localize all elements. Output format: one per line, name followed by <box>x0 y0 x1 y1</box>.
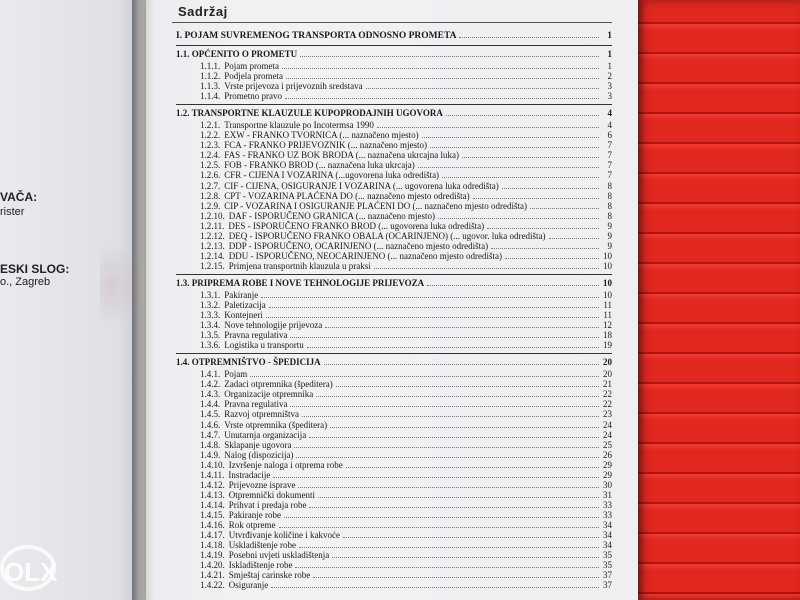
toc-entry <box>200 409 612 419</box>
toc-entry-number: 1.2.7. <box>200 180 221 191</box>
toc-entry-number: 1.2.3. <box>200 140 221 151</box>
toc-leader-dots <box>346 460 599 468</box>
toc-leader-dots <box>530 201 599 209</box>
toc-entry-number: 1.4.16. <box>200 520 225 530</box>
toc-entry-title: 1.1. OPĆENITO O PROMETU <box>176 49 298 59</box>
toc-entry-number: 1.4.21. <box>200 570 225 581</box>
toc-leader-dots <box>309 500 599 508</box>
toc-page-number: 21 <box>603 379 612 390</box>
toc-page-number: 8 <box>607 190 612 201</box>
toc-entry-title: CFR - CIJENA I VOZARINA (...ugovorena luka odredišta) <box>224 170 440 181</box>
toc-entry <box>200 580 612 590</box>
toc-entry <box>200 450 612 460</box>
toc-entry-number: 1.1.4. <box>200 91 221 102</box>
toc-entry <box>200 201 612 211</box>
toc-page-number: 10 <box>603 289 612 300</box>
section-divider <box>176 104 612 105</box>
toc-entry-number: 1.2.8. <box>200 190 221 201</box>
toc-page-number: 3 <box>607 81 612 92</box>
toc-leader-dots <box>336 379 599 387</box>
toc-leader-dots <box>325 320 599 328</box>
toc-entry-title: Prijevozne isprave <box>228 479 296 490</box>
left-book-page <box>0 0 140 600</box>
toc-section-heading <box>176 278 612 288</box>
toc-entry-number: 1.4.10. <box>200 459 225 470</box>
toc-leader-dots <box>298 480 599 488</box>
toc-entry-number: 1.2.12. <box>200 230 225 241</box>
toc-section-heading <box>176 357 612 367</box>
toc-leader-dots <box>269 300 599 308</box>
toc-page-number: 24 <box>603 429 612 440</box>
toc-entry <box>200 540 612 550</box>
toc-leader-dots <box>284 510 599 518</box>
toc-entry-number: 1.3.6. <box>200 340 221 351</box>
toc-page-number: 11 <box>603 310 612 321</box>
toc-entry <box>200 420 612 430</box>
toc-entry-title: Nove tehnologije prijevoza <box>224 320 323 331</box>
section-divider <box>176 353 612 354</box>
toc-page-number: 22 <box>603 389 612 400</box>
toc-entry-title: Primjena transportnih klauzula u praksi <box>228 260 371 271</box>
toc-entry-title: DDP - ISPORUČENO, OCARINJENO (... naznačeno mjesto odredišta) <box>228 240 489 251</box>
toc-page-number: 37 <box>603 570 612 581</box>
toc-entry-number: 1.4.17. <box>200 530 225 541</box>
toc-leader-dots <box>296 450 599 458</box>
page-gutter-shadow <box>132 0 154 600</box>
toc-page-number: 26 <box>603 449 612 460</box>
toc-leader-dots <box>462 150 599 158</box>
toc-entry <box>200 211 612 221</box>
toc-entry-title: Pakiranje <box>224 289 259 300</box>
toc-entry-title: FCA - FRANKO PRIJEVOZNIK (... naznačeno mjesto) <box>224 140 427 151</box>
toc-leader-dots <box>446 108 599 116</box>
toc-page-number: 9 <box>607 220 612 231</box>
toc-entry-number: 1.4.3. <box>200 389 221 400</box>
toc-page-number: 7 <box>607 160 612 171</box>
toc-page-number: 34 <box>603 520 612 530</box>
toc-entry <box>200 71 612 81</box>
toc-page-number: 8 <box>607 180 612 191</box>
toc-entry-number: 1.4.2. <box>200 379 221 390</box>
toc-entry <box>200 389 612 399</box>
left-page-line: ESKI SLOG: <box>0 262 70 276</box>
toc-entry-number: 1.4.14. <box>200 499 225 510</box>
toc-leader-dots <box>491 241 599 249</box>
toc-page-number: 34 <box>603 540 612 551</box>
toc-entry <box>200 369 612 379</box>
toc-entry-title: Instradacije <box>228 469 271 480</box>
toc-entry <box>200 61 612 71</box>
toc-entry <box>200 160 612 170</box>
toc-leader-dots <box>271 580 599 588</box>
toc-entry <box>200 290 612 300</box>
toc-entry-title: Uskladištenje robe <box>228 540 296 551</box>
toc-entry-title: Prometno pravo <box>224 91 282 102</box>
toc-entry-title: Izvršenje naloga i otprema robe <box>228 459 343 470</box>
toc-leader-dots <box>286 71 599 79</box>
toc-leader-dots <box>549 231 600 239</box>
toc-page-number: 8 <box>607 200 612 211</box>
toc-page-number: 35 <box>603 560 612 571</box>
toc-entry-number: 1.4.15. <box>200 509 225 520</box>
toc-leader-dots <box>290 399 599 407</box>
toc-leader-dots <box>505 251 599 259</box>
toc-leader-dots <box>295 560 599 568</box>
toc-entry-title: 1.4. OTPREMNIŠTVO - ŠPEDICIJA <box>176 357 321 368</box>
toc-leader-dots <box>332 550 599 558</box>
toc-entry-number: 1.3.4. <box>200 320 221 331</box>
toc-entry-number: 1.1.1. <box>200 61 221 71</box>
toc-entry-title: Organizacije otpremnika <box>224 389 314 400</box>
toc-entry <box>200 231 612 241</box>
toc-entry-title: DES - ISPORUČENO FRANKO BROD (... ugovorena luka odredišta) <box>228 220 485 231</box>
toc-entry <box>200 310 612 320</box>
toc-leader-dots <box>502 181 599 189</box>
toc-leader-dots <box>430 140 599 148</box>
toc-leader-dots <box>266 310 599 318</box>
toc-leader-dots <box>294 440 599 448</box>
toc-entry-number: 1.4.4. <box>200 399 221 410</box>
toc-entry-number: 1.4.20. <box>200 560 225 571</box>
toc-entry-number: 1.3.5. <box>200 330 221 341</box>
toc-entry <box>200 530 612 540</box>
toc-leader-dots <box>374 261 599 269</box>
toc-entry <box>200 470 612 480</box>
toc-entry-title: DDU - ISPORUČENO, NEOCARINJENO (... naznačeno mjesto odredišta) <box>228 250 502 261</box>
toc-page-number: 4 <box>607 120 612 131</box>
toc-page-number: 30 <box>603 479 612 490</box>
toc-page-number: 33 <box>603 499 612 510</box>
toc-part-heading <box>176 30 612 41</box>
toc-leader-dots <box>422 130 599 138</box>
toc-entry-number: 1.2.5. <box>200 160 221 171</box>
toc-entry-number: 1.2.10. <box>200 210 225 221</box>
toc-entry-number: 1.4.22. <box>200 580 225 591</box>
toc-leader-dots <box>427 278 599 286</box>
toc-leader-dots <box>324 357 599 365</box>
toc-page <box>146 0 638 600</box>
toc-entry-number: 1.2.14. <box>200 250 225 261</box>
toc-entry-title: Transportne klauzule po Incotermsa 1990 <box>224 120 374 131</box>
toc-entry-title: CIP - VOZARINA I OSIGURANJE PLAĆENI DO (... naznačeno mjesto odredišta) <box>224 200 527 211</box>
toc-entry-number: 1.3.2. <box>200 300 221 310</box>
toc-entry <box>200 251 612 261</box>
toc-entry-title: Vrste otpremnika (špeditera) <box>224 419 328 430</box>
toc-leader-dots <box>330 420 599 428</box>
toc-entry <box>200 510 612 520</box>
toc-entry-number: 1.2.2. <box>200 130 221 141</box>
toc-entry-title: Prihvat i predaja robe <box>228 499 307 510</box>
toc-leader-dots <box>377 120 599 128</box>
toc-entry-title: Paletizacija <box>224 300 266 310</box>
toc-page-number: 18 <box>603 330 612 341</box>
toc-entry-number: 1.4.11. <box>200 469 225 480</box>
toc-page-number: 7 <box>607 150 612 161</box>
toc-page-number: 25 <box>603 439 612 450</box>
toc-section-heading <box>176 49 612 59</box>
toc-page-number: 9 <box>607 240 612 251</box>
left-page-line: o., Zagreb <box>0 276 51 288</box>
toc-leader-dots <box>302 409 599 417</box>
red-shutter-background <box>636 0 800 600</box>
toc-entry <box>200 91 612 101</box>
toc-entry-title: 1.3. PRIPREMA ROBE I NOVE TEHNOLOGIJE PRIJEVOZA <box>176 277 425 288</box>
toc-page-number: 4 <box>607 108 612 119</box>
toc-page-number: 22 <box>603 399 612 410</box>
toc-page-number: 20 <box>603 369 612 380</box>
left-page-line: rister <box>0 206 25 218</box>
toc-page-number: 24 <box>603 419 612 430</box>
toc-leader-dots <box>418 160 599 168</box>
toc-entry-title: Podjela prometa <box>224 71 283 82</box>
toc-entry <box>200 120 612 130</box>
toc-entry-title: Unutarnja organizacija <box>224 429 307 440</box>
toc-page-number: 34 <box>603 530 612 541</box>
toc-entry <box>200 550 612 560</box>
toc-entry <box>200 191 612 201</box>
toc-section-heading <box>176 108 612 118</box>
toc-leader-dots <box>473 191 599 199</box>
toc-entry-title: Logistika u transportu <box>224 340 304 351</box>
toc-page-number: 1 <box>607 49 612 59</box>
toc-page-number: 8 <box>607 210 612 221</box>
toc-entry <box>200 570 612 580</box>
toc-entry <box>200 460 612 470</box>
toc-entry <box>200 330 612 340</box>
toc-entry-number: 1.4.13. <box>200 489 225 500</box>
toc-entry <box>200 340 612 350</box>
toc-page-number: 35 <box>603 550 612 561</box>
toc-entry-number: 1.2.15. <box>200 260 225 271</box>
toc-leader-dots <box>299 540 599 548</box>
toc-entry-title: CPT - VOZARINA PLAĆENA DO (... naznačeno mjesto odredišta) <box>224 190 470 201</box>
toc-entry-title: EXW - FRANKO TVORNICA (... naznačeno mjesto) <box>224 130 419 141</box>
section-divider <box>176 274 612 275</box>
toc-entry-title: 1.2. TRANSPORTNE KLAUZULE KUPOPRODAJNIH UGOVORA <box>176 108 443 119</box>
toc-entry-number: 1.3.3. <box>200 310 221 321</box>
toc-entry-title: Kontejneri <box>224 310 263 321</box>
toc-entry-title: Pravna regulativa <box>224 330 288 341</box>
toc-leader-dots <box>307 340 599 348</box>
toc-entry <box>200 130 612 140</box>
toc-page-number: 1 <box>607 31 612 41</box>
toc-entry-number: 1.2.13. <box>200 240 225 251</box>
toc-leader-dots <box>279 520 600 528</box>
toc-page-number: 7 <box>607 140 612 151</box>
section-divider <box>176 45 612 46</box>
toc-entry <box>200 221 612 231</box>
toc-page-number: 10 <box>603 277 612 288</box>
toc-entry-title: Vrste prijevoza i prijevoznih sredstava <box>224 81 363 92</box>
toc-leader-dots <box>316 389 599 397</box>
toc-leader-dots <box>290 330 599 338</box>
toc-entry-title: FOB - FRANKO BROD (... naznačena luka ukrcaja) <box>224 160 415 171</box>
toc-entry-number: 1.4.18. <box>200 540 225 551</box>
olx-watermark-logo: OLX <box>0 545 56 591</box>
toc-leader-dots <box>261 290 599 298</box>
toc-entry-number: 1.2.11. <box>200 220 225 231</box>
toc-entry <box>200 241 612 251</box>
toc-leader-dots <box>442 170 599 178</box>
toc-page-number: 23 <box>603 409 612 420</box>
toc-page-number: 12 <box>603 320 612 331</box>
toc-entry-number: 1.4.12. <box>200 479 225 490</box>
toc-entry-title: Iskladištenje robe <box>228 560 293 571</box>
toc-entry-number: 1.2.9. <box>200 200 221 211</box>
toc-entry-number: 1.4.19. <box>200 550 225 561</box>
toc-entry <box>200 81 612 91</box>
toc-entry <box>200 440 612 450</box>
toc-page-number: 10 <box>603 250 612 261</box>
toc-entry-number: 1.4.9. <box>200 449 221 460</box>
toc-leader-dots <box>366 81 599 89</box>
toc-entry <box>200 500 612 510</box>
toc-leader-dots <box>438 211 599 219</box>
toc-entry <box>200 181 612 191</box>
toc-entry-title: I. POJAM SUVREMENOG TRANSPORTA ODNOSNO PROMETA <box>176 31 457 41</box>
toc-page-number: 9 <box>607 230 612 241</box>
toc-page-number: 1 <box>607 61 612 71</box>
toc-entry <box>200 399 612 409</box>
toc-entry <box>200 379 612 389</box>
toc-entry <box>200 490 612 500</box>
toc-entry <box>200 480 612 490</box>
toc-entry <box>200 170 612 180</box>
toc-page-number: 2 <box>607 71 612 82</box>
toc-entry-title: DEQ - ISPORUČENO FRANKO OBALA (OCARINJENO) (... ugovor. luka odredišta) <box>228 230 546 241</box>
toc-entry-title: Pojam <box>224 369 248 380</box>
toc-entry-number: 1.4.6. <box>200 419 221 430</box>
toc-leader-dots <box>459 30 599 38</box>
toc-entry-number: 1.4.1. <box>200 369 221 380</box>
toc-entry-title: Pravna regulativa <box>224 399 288 410</box>
toc-entry-number: 1.4.7. <box>200 429 221 440</box>
title-divider <box>172 22 612 23</box>
toc-entry-number: 1.2.1. <box>200 120 221 131</box>
toc-entry-number: 1.2.4. <box>200 150 221 161</box>
toc-page-number: 33 <box>603 509 612 520</box>
toc-entry-title: Razvoj otpremništva <box>224 409 299 420</box>
toc-leader-dots <box>313 570 599 578</box>
toc-entry-number: 1.2.6. <box>200 170 221 181</box>
toc-entry-title: Nalog (dispozicija) <box>224 449 294 460</box>
toc-entry-number: 1.4.8. <box>200 439 221 450</box>
toc-leader-dots <box>318 490 599 498</box>
left-page-line: VAČA: <box>0 190 38 204</box>
toc-page-number: 29 <box>603 469 612 480</box>
toc-entry <box>200 300 612 310</box>
toc-page-number: 11 <box>603 300 612 310</box>
toc-entry-title: Pakiranje robe <box>228 509 281 520</box>
toc-entry-number: 1.1.3. <box>200 81 221 92</box>
toc-page-number: 6 <box>607 130 612 141</box>
toc-entry-title: Pojam prometa <box>224 61 279 71</box>
toc-entry-title: Posebni uvjeti uskladištenja <box>228 550 330 561</box>
toc-leader-dots <box>273 470 599 478</box>
toc-entry <box>200 560 612 570</box>
toc-entry-number: 1.4.5. <box>200 409 221 420</box>
toc-leader-dots <box>487 221 599 229</box>
toc-entry-title: Utvrđivanje količine i kakvoće <box>228 530 340 541</box>
toc-entry-number: 1.3.1. <box>200 289 221 300</box>
toc-leader-dots <box>250 369 599 377</box>
toc-entry <box>200 320 612 330</box>
toc-entry-title: Sklapanje ugovora <box>224 439 292 450</box>
toc-page-number: 19 <box>603 340 612 351</box>
toc-leader-dots <box>282 61 599 69</box>
toc-page-number: 7 <box>607 170 612 181</box>
toc-leader-dots <box>309 430 599 438</box>
toc-page-number: 20 <box>603 357 612 368</box>
toc-entry <box>200 140 612 150</box>
toc-leader-dots <box>300 49 599 57</box>
toc-page-number: 3 <box>607 91 612 102</box>
toc-entry <box>200 261 612 271</box>
toc-entry-title: FAS - FRANKO UZ BOK BRODA (... naznačena ukrcajna luka) <box>224 150 460 161</box>
toc-page-number: 31 <box>603 489 612 500</box>
toc-leader-dots <box>343 530 599 538</box>
toc-page-number: 29 <box>603 459 612 470</box>
toc-page-number: 10 <box>603 260 612 271</box>
page-title: Sadržaj <box>178 4 228 19</box>
toc-entry-title: Smještaj carinske robe <box>228 570 311 581</box>
toc-entry-number: 1.1.2. <box>200 71 221 82</box>
toc-entry-title: Rok otpreme <box>228 520 276 530</box>
toc-entry-title: Osiguranje <box>228 580 269 591</box>
toc-entry-title: DAF - ISPORUČENO GRANICA (... naznačeno mjesto) <box>228 210 435 221</box>
toc-entry <box>200 430 612 440</box>
toc-entry-title: CIF - CIJENA, OSIGURANJE I VOZARINA (... ugovorena luka odredišta) <box>224 180 499 191</box>
toc-entry <box>200 520 612 530</box>
toc-entry <box>200 150 612 160</box>
toc-entry-title: Otpremnički dokumenti <box>228 489 315 500</box>
toc-page-number: 37 <box>603 580 612 591</box>
toc-leader-dots <box>285 91 599 99</box>
toc-entry-title: Zadaci otpremnika (špeditera) <box>224 379 333 390</box>
